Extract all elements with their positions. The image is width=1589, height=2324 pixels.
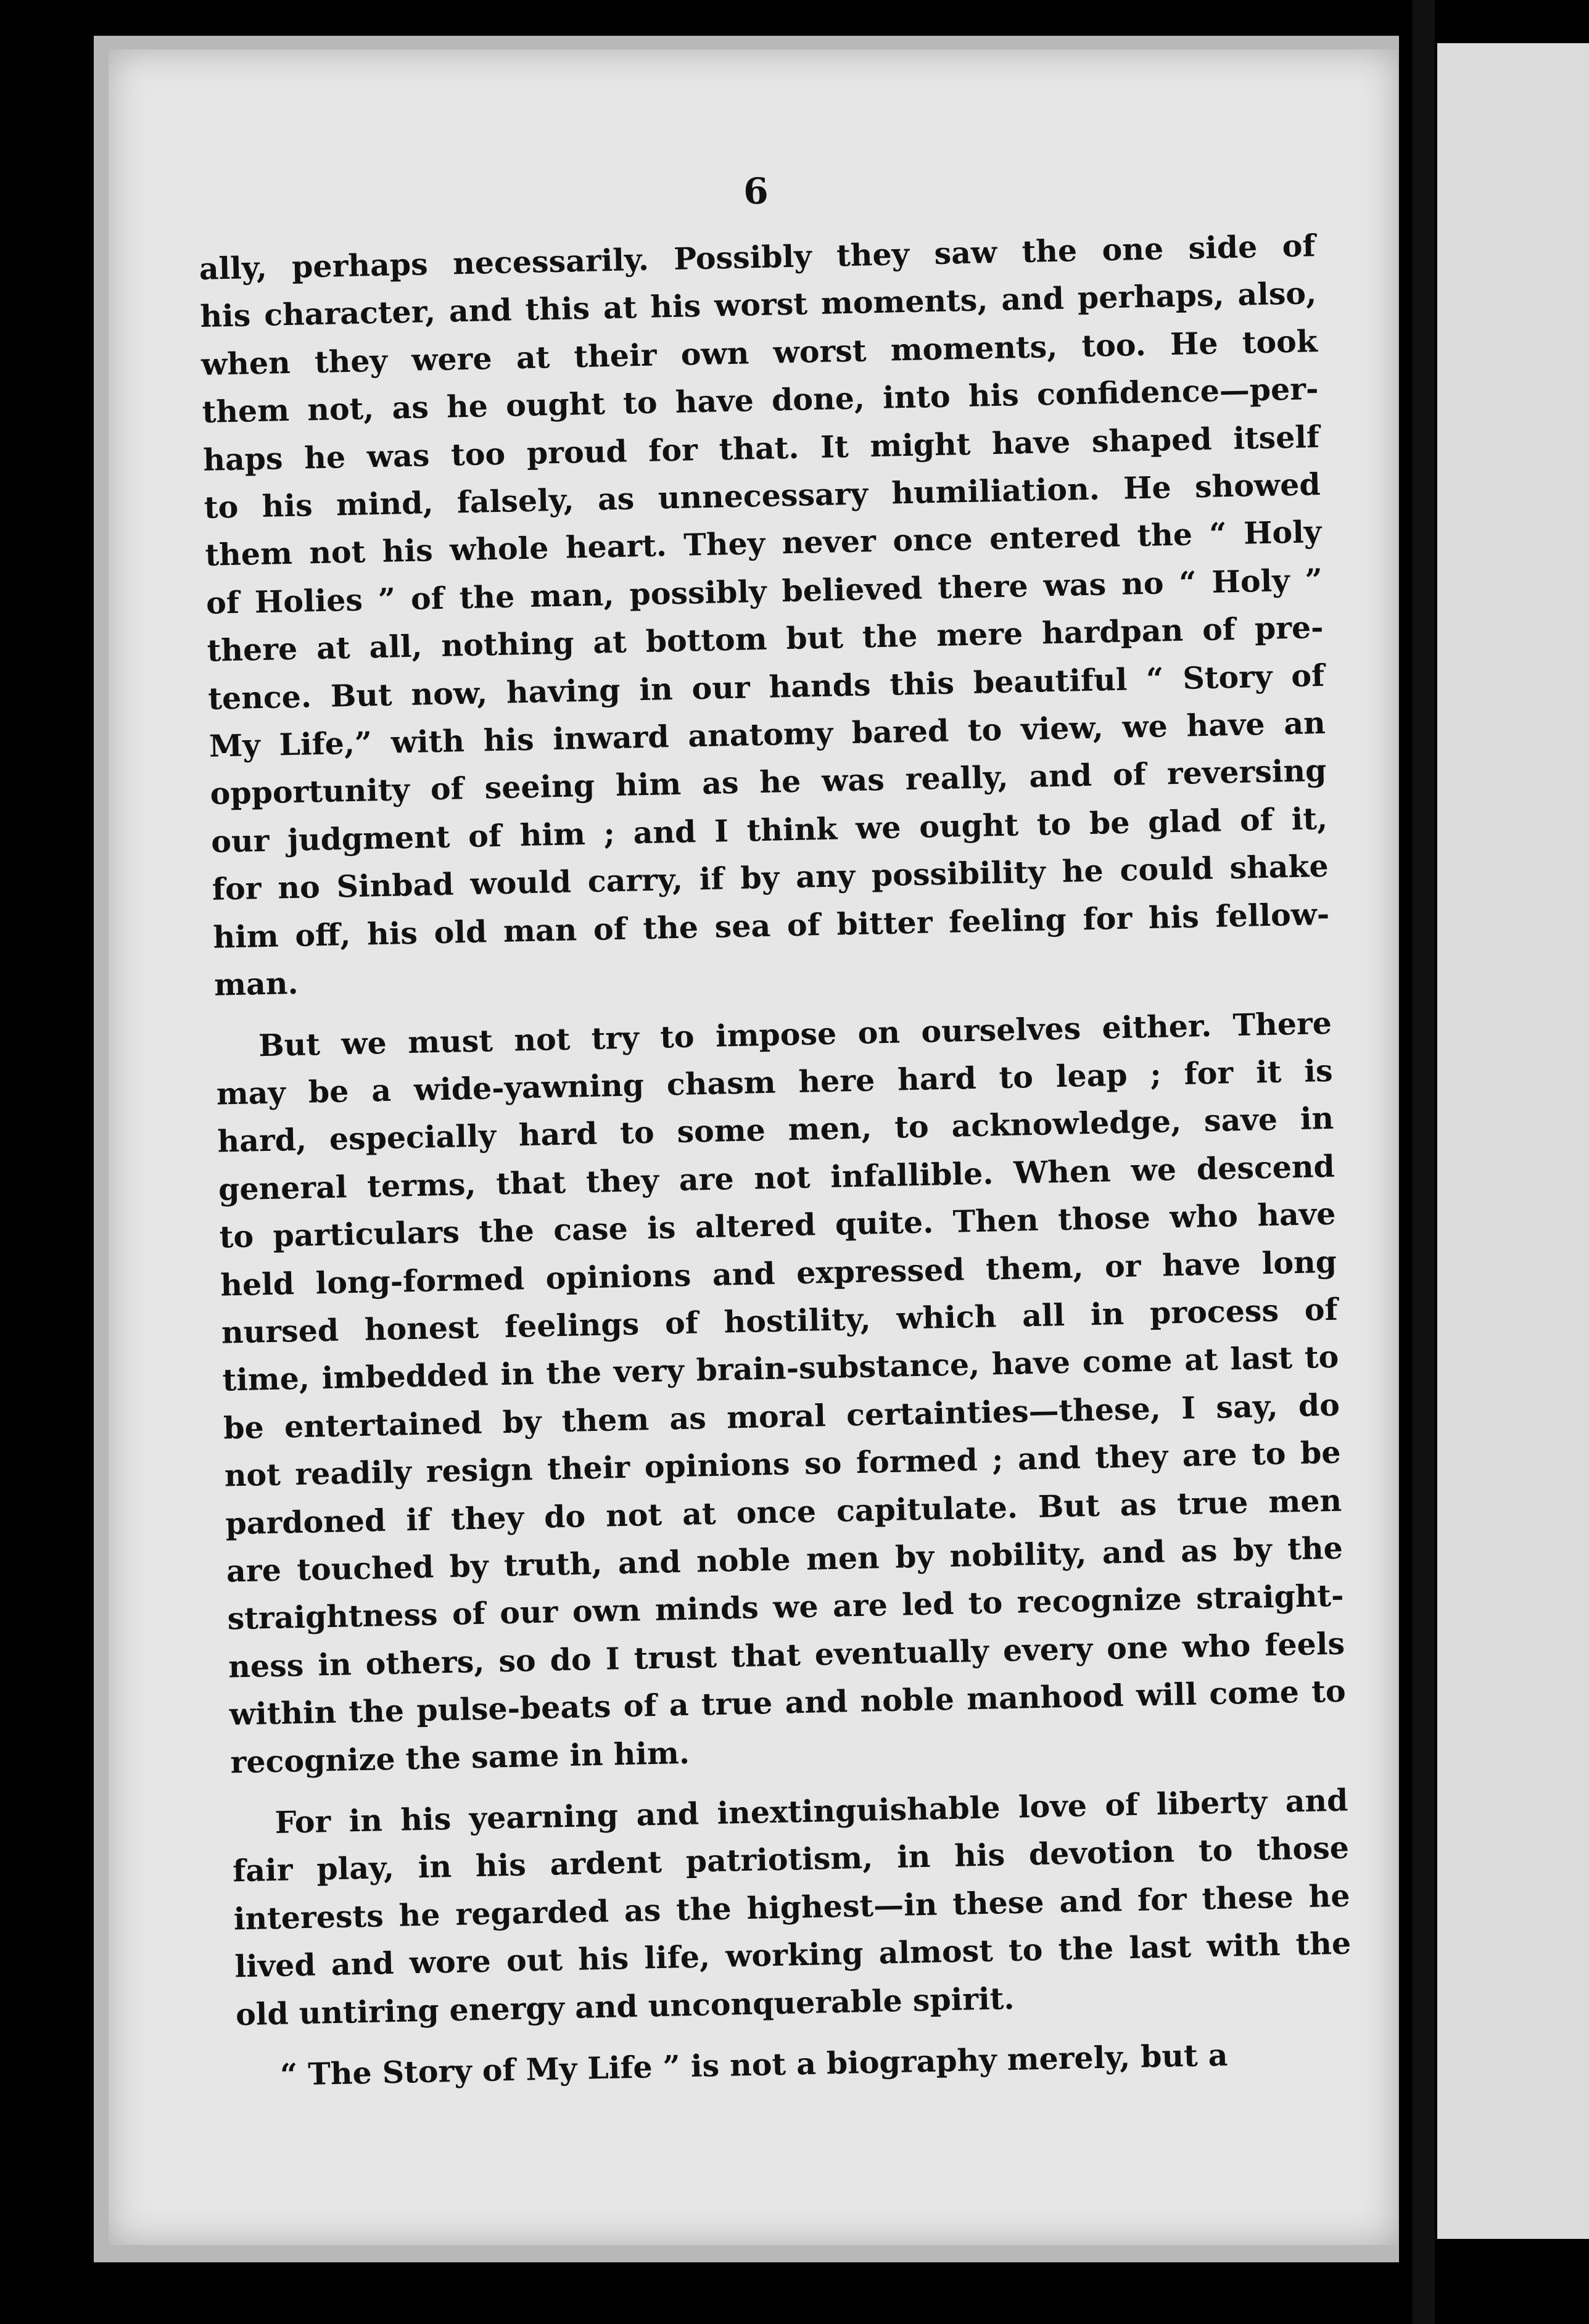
text-line: But we must not try to impose on ourselves either. There [258, 1005, 1332, 1063]
facing-page-edge [1437, 43, 1589, 2239]
text-line: lived and wore out his life, working almost to the last with the [234, 1925, 1352, 1985]
text-line: when they were at their own worst moments, too. He took [200, 323, 1318, 382]
text-line: “ The Story of My Life ” is not a biography merely, but a [279, 2037, 1229, 2093]
text-line: opportunity of seeing him as he was really, and of reversing [210, 752, 1327, 812]
text-line: be entertained by them as moral certainties—these, I say, do [223, 1387, 1340, 1446]
text-line: haps he was too proud for that. It might have shaped itself [202, 418, 1320, 478]
text-line: general terms, that they are not infallible. When we descend [218, 1148, 1335, 1208]
text-line: for no Sinbad would carry, if by any possibility he could shake [212, 848, 1329, 908]
text-line: hard, especially hard to some men, to acknowledge, save in [217, 1100, 1334, 1160]
text-line: fair play, in his ardent patriotism, in his devotion to those [232, 1829, 1350, 1889]
text-line: tence. But now, having in our hands this beautiful “ Story of [207, 657, 1325, 717]
text-line: time, imbedded in the very brain-substance, have come at last to [221, 1339, 1339, 1398]
paragraph [215, 999, 1347, 1786]
text-line: man. [213, 965, 299, 1003]
text-line: nursed honest feelings of hostility, which all in process of [221, 1291, 1339, 1351]
text-line: held long-formed opinions and expressed them, or have long [220, 1243, 1337, 1303]
paragraph [231, 1777, 1353, 2039]
text-line: of Holies ” of the man, possibly believed there was no “ Holy ” [205, 561, 1323, 621]
text-line: to his mind, falsely, as unnecessary humiliation. He showed [204, 466, 1321, 525]
book-gutter [1413, 0, 1435, 2324]
text-line: old untiring energy and unconquerable spirit. [235, 1980, 1015, 2032]
text-line: not readily resign their opinions so formed ; and they are to be [224, 1434, 1342, 1494]
page-text-block [197, 162, 1354, 2100]
text-line: to particulars the case is altered quite. Then those who have [219, 1195, 1336, 1255]
text-line: them not, as he ought to have done, into his confidence—per- [202, 371, 1319, 431]
text-line: his character, and this at his worst moments, and perhaps, also, [199, 275, 1317, 335]
paragraph [199, 222, 1331, 1009]
text-line: there at all, nothing at bottom but the mere hardpan of pre- [207, 609, 1324, 669]
text-line: ness in others, so do I trust that eventually every one who feels [228, 1625, 1345, 1685]
text-line: pardoned if they do not at once capitulate. But as true men [225, 1482, 1342, 1542]
paragraph-container [199, 222, 1354, 2100]
text-line: within the pulse-beats of a true and noble manhood will come to [229, 1673, 1347, 1733]
text-line: are touched by truth, and noble men by nobility, and as by the [226, 1530, 1343, 1589]
text-line: For in his yearning and inextinguishable love of liberty and [274, 1782, 1348, 1840]
text-line: straightness of our own minds we are led to recognize straight- [227, 1577, 1344, 1637]
text-line: ally, perhaps necessarily. Possibly they saw the one side of [199, 228, 1316, 287]
text-line: My Life,” with his inward anatomy bared to view, we have an [208, 704, 1326, 764]
text-line: recognize the same in him. [229, 1734, 690, 1781]
text-line: them not his whole heart. They never once entered the “ Holy [204, 514, 1322, 574]
page-number: 6 [743, 170, 769, 213]
text-line: him off, his old man of the sea of bitter feeling for his fellow- [212, 896, 1330, 955]
text-line: our judgment of him ; and I think we ought to be glad of it, [210, 800, 1328, 860]
text-line: may be a wide-yawning chasm here hard to leap ; for it is [216, 1052, 1334, 1112]
text-line: interests he regarded as the highest—in these and for these he [233, 1877, 1351, 1937]
